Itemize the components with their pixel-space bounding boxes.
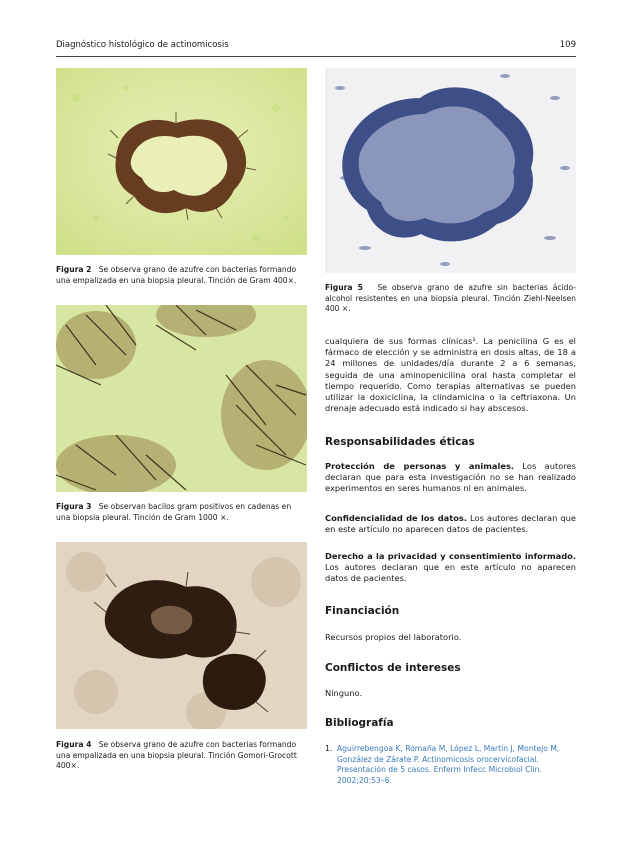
- reference-link[interactable]: Aguirrebengoa K, Romaña M, López L, Martín J, Montejo M, González de Zárate P. Actinomicosis orocervicofacial. Presentación de 5 casos. Enferm Infecc Microbiol Clin. 2002;20:53–6.: [337, 744, 560, 785]
- figure-2-image: [56, 68, 307, 255]
- intro-paragraph: cualquiera de sus formas clínicas¹. La penicilina G es el fármaco de elección y se administra en dosis altas, de 18 a 24 millones de unidades/día durante 2 a 6 semanas, seguida de una aminopenicilina oral hasta completar el tiempo requerido. Como terapias alternativas se pueden utilizar la doxiciclina, la clindamicina o la ceftriaxona. Un drenaje adecuado está indicado si hay abscesos.: [325, 336, 576, 414]
- figure-5-caption: [325, 283, 576, 315]
- section-heading-funding: Financiación: [325, 605, 400, 617]
- ethics-paragraph-1-label: Protección de personas y animales.: [325, 461, 515, 471]
- ethics-paragraph-1: [325, 461, 576, 495]
- figure-4-text: Se observa grano de azufre con bacterias formando una empalizada en una biopsia pleural. Tinción Gomori-Grocott 400×.: [56, 740, 297, 770]
- figure-2-label: Figura 2: [56, 265, 92, 274]
- ethics-paragraph-1-text: Los autores declaran que para esta investigación no se han realizado experimentos en seres humanos ni en animales.: [325, 461, 576, 494]
- figure-4-caption: [56, 740, 307, 772]
- section-heading-conflicts: Conflictos de intereses: [325, 662, 461, 674]
- section-heading-bibliography: Bibliografía: [325, 717, 394, 729]
- ethics-paragraph-3: [325, 551, 576, 585]
- figure-2-caption: [56, 265, 307, 286]
- figure-5-label: Figura 5: [325, 283, 363, 292]
- ethics-paragraph-2: [325, 513, 576, 535]
- header-rule: [56, 56, 576, 57]
- ethics-paragraph-2-text: Los autores declaran que en este artículo no aparecen datos de pacientes.: [325, 513, 576, 535]
- figure-3-image: [56, 305, 307, 492]
- figure-3-text: Se observan bacilos gram positivos en cadenas en una biopsia pleural. Tinción de Gram 1000 ×.: [56, 502, 292, 522]
- figure-2-text: Se observa grano de azufre con bacterias formando una empalizada en una biopsia pleural. Tinción de Gram 400×.: [56, 265, 297, 285]
- ethics-paragraph-2-label: Confidencialidad de los datos.: [325, 513, 467, 523]
- figure-5-text: Se observa grano de azufre sin bacterias ácido-alcohol resistentes en una biopsia pleural. Tinción Ziehl-Neelsen 400 ×.: [325, 283, 576, 313]
- ethics-paragraph-3-label: Derecho a la privacidad y consentimiento informado.: [325, 551, 576, 561]
- figure-5-image: [325, 68, 576, 273]
- reference-number: 1.: [325, 744, 333, 753]
- conflicts-paragraph: Ninguno.: [325, 688, 363, 698]
- figure-3-caption: [56, 502, 307, 523]
- running-header: [56, 40, 576, 54]
- figure-3-label: Figura 3: [56, 502, 92, 511]
- figure-4-image: [56, 542, 307, 729]
- section-heading-ethics: Responsabilidades éticas: [325, 436, 475, 448]
- figure-4-label: Figura 4: [56, 740, 92, 749]
- ethics-paragraph-3-text: Los autores declaran que en este artículo no aparecen datos de pacientes.: [325, 562, 576, 584]
- page-number: 109: [559, 40, 576, 50]
- article-short-title: Diagnóstico histológico de actinomicosis: [56, 40, 229, 50]
- funding-paragraph: Recursos propios del laboratorio.: [325, 632, 462, 642]
